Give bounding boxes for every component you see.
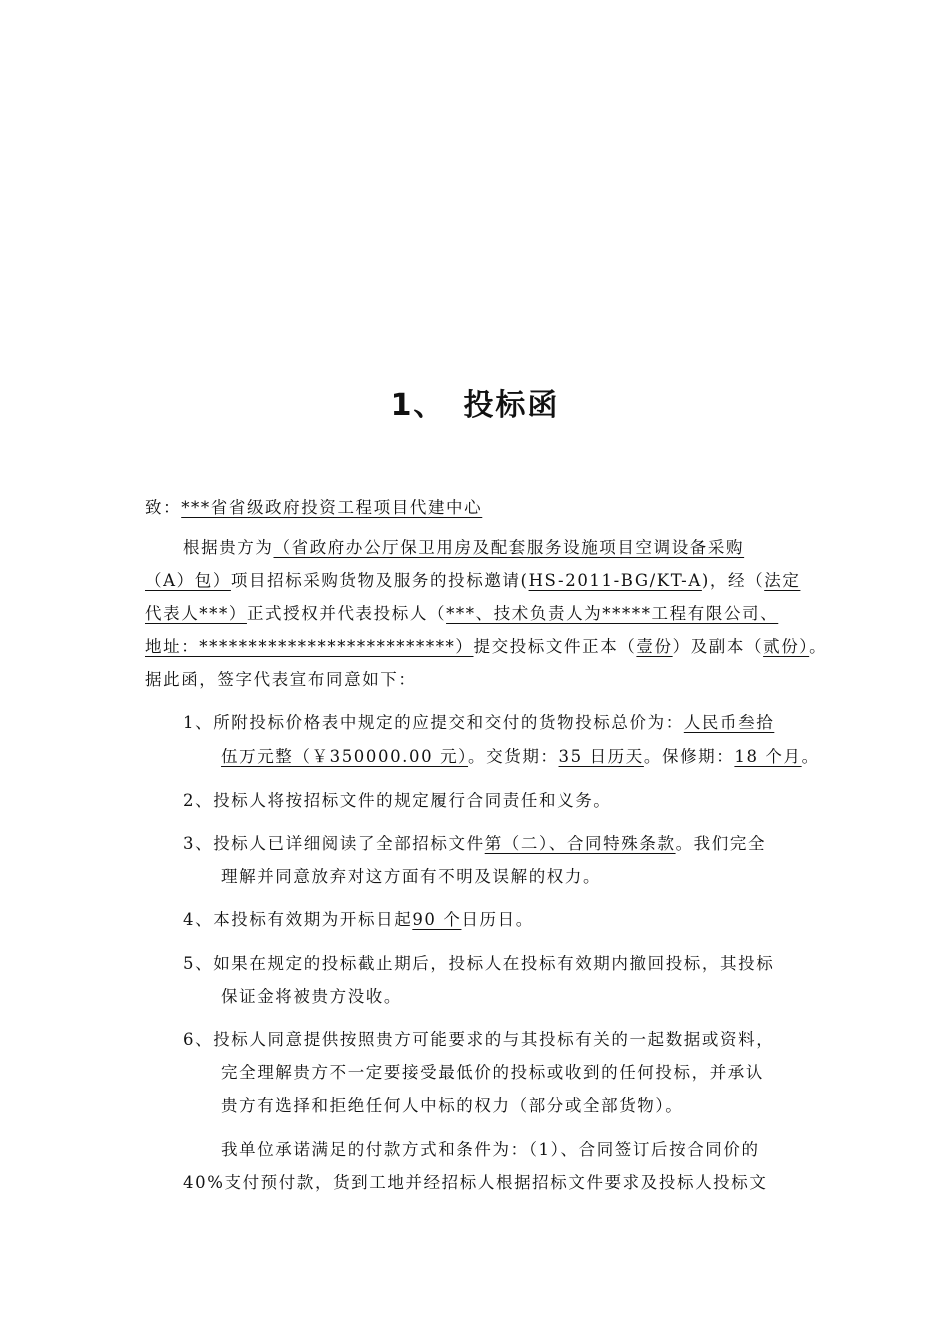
addressee-name: ***省省级政府投资工程项目代建中心 <box>181 498 483 517</box>
item-number: 3、 <box>183 834 214 853</box>
intro-text: 项目招标采购货物及服务的投标邀请( <box>230 571 529 590</box>
validity-days: 90 个 <box>412 910 462 929</box>
item-6-line-2: 完全理解贵方不一定要接受最低价的投标或收到的任何投标，并承认 <box>221 1063 764 1082</box>
bidder-address: 地址：**************************） <box>145 637 474 656</box>
addressee-prefix: 致： <box>145 498 182 517</box>
special-terms: 第（二）、合同特殊条款 <box>484 834 676 853</box>
intro-text: 根据贵方为 <box>183 538 274 557</box>
intro-line-1 <box>183 534 744 558</box>
warranty-period: 18 个月 <box>734 747 802 766</box>
payment-line-2: 40%支付预付款，货到工地并经招标人根据招标文件要求及投标人投标文 <box>183 1173 768 1192</box>
item-5-line-2: 保证金将被贵方没收。 <box>221 987 402 1006</box>
item-number: 2、 <box>183 791 214 810</box>
item-3-line-2: 理解并同意放弃对这方面有不明及误解的权力。 <box>221 867 602 886</box>
intro-text: ）及副本（ <box>672 637 764 656</box>
title-number: 1、 <box>390 388 446 423</box>
item-text: 所附投标价格表中规定的应提交和交付的货物投标总价为： <box>213 713 684 732</box>
total-price: 人民币叁拾 <box>683 713 775 732</box>
intro-line-5: 据此函，签字代表宣布同意如下： <box>145 670 417 689</box>
tender-number: HS-2011-BG/KT-A <box>528 571 702 590</box>
item-text: 本投标有效期为开标日起 <box>213 910 413 929</box>
page-title <box>0 380 950 424</box>
delivery-period: 35 日历天 <box>558 747 644 766</box>
intro-text: )，经（ <box>701 571 765 590</box>
project-name: （省政府办公厅保卫用房及配套服务设施项目空调设备采购 <box>273 538 745 557</box>
duplicate-copies: 贰份） <box>763 637 810 656</box>
item-text: 日历日。 <box>461 910 534 929</box>
intro-text: 。 <box>809 637 828 656</box>
item-1-line-2 <box>221 743 820 767</box>
item-text: 。交货期： <box>468 747 559 766</box>
bidder-name: ***、技术负责人为*****工程有限公司、 <box>446 604 779 623</box>
total-price: 伍万元整（￥350000.00 元） <box>221 747 469 766</box>
item-text: 投标人同意提供按照贵方可能要求的与其投标有关的一起数据或资料， <box>213 1030 775 1049</box>
item-text: 如果在规定的投标截止期后，投标人在投标有效期内撤回投标，其投标 <box>213 954 775 973</box>
title-text: 投标函 <box>463 388 560 423</box>
item-3-line-1 <box>183 830 766 854</box>
intro-line-4 <box>145 633 827 657</box>
legal-rep-label: 代表人***） <box>145 604 247 623</box>
item-text: 投标人已详细阅读了全部招标文件 <box>213 834 485 853</box>
package-label: （A）包） <box>145 571 231 590</box>
item-number: 6、 <box>183 1030 214 1049</box>
addressee-line <box>145 494 482 518</box>
item-6-line-1 <box>183 1026 774 1050</box>
item-number: 4、 <box>183 910 214 929</box>
payment-line-1: 我单位承诺满足的付款方式和条件为：（1）、合同签订后按合同价的 <box>221 1140 760 1159</box>
item-text: 。 <box>801 747 820 766</box>
legal-rep-label: 法定 <box>764 571 801 590</box>
intro-line-2 <box>145 567 800 591</box>
item-number: 1、 <box>183 713 214 732</box>
item-text: 。我们完全 <box>675 834 767 853</box>
original-copies: 壹份 <box>636 637 673 656</box>
intro-line-3 <box>145 600 778 624</box>
item-1-line-1 <box>183 709 774 733</box>
item-4 <box>183 906 534 930</box>
item-number: 5、 <box>183 954 214 973</box>
intro-text: 提交投标文件正本（ <box>473 637 637 656</box>
intro-text: 正式授权并代表投标人（ <box>246 604 447 623</box>
item-2 <box>183 787 611 811</box>
item-text: 。保修期： <box>643 747 735 766</box>
item-5-line-1 <box>183 950 774 974</box>
item-text: 投标人将按招标文件的规定履行合同责任和义务。 <box>213 791 612 810</box>
item-6-line-3: 贵方有选择和拒绝任何人中标的权力（部分或全部货物）。 <box>221 1096 684 1115</box>
